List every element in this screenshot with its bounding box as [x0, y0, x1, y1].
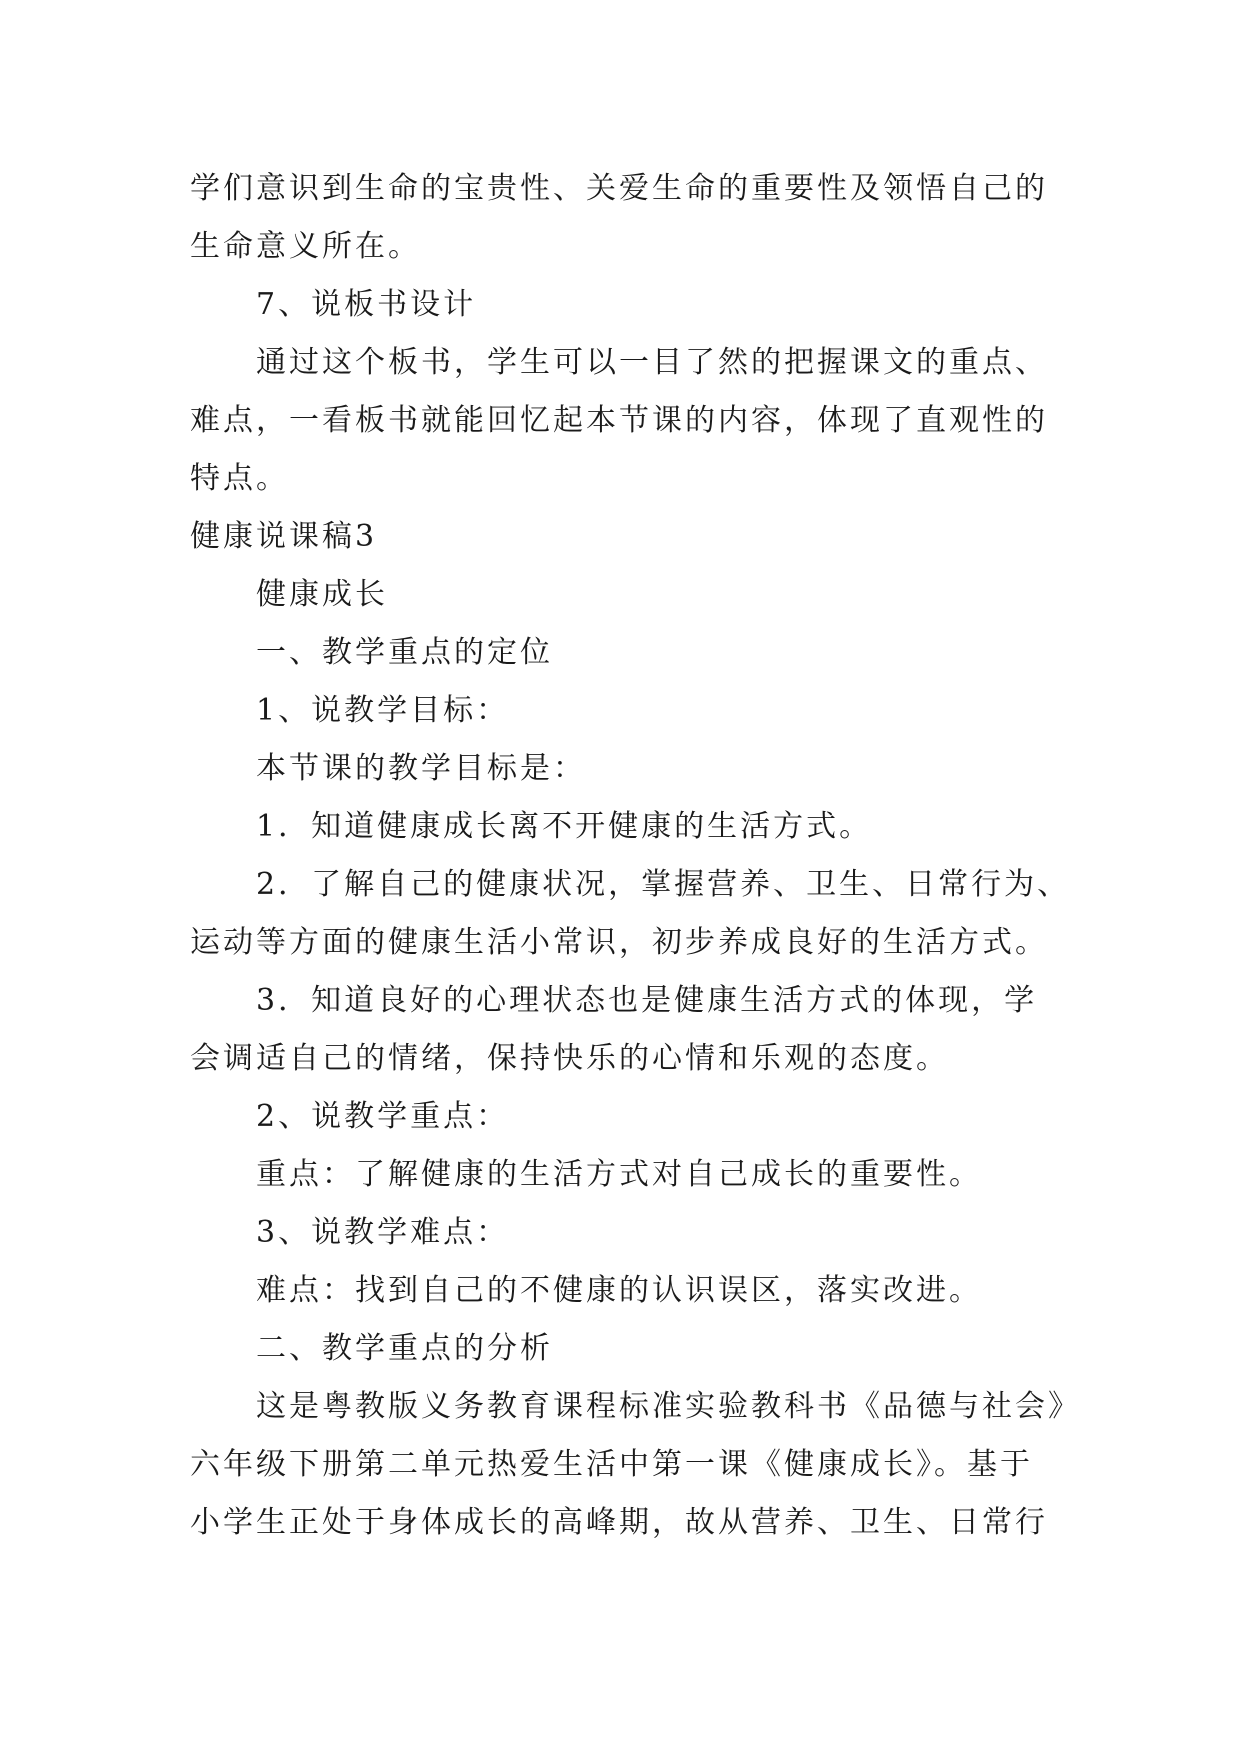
list-item: 2．了解自己的健康状况，掌握营养、卫生、日常行为、	[256, 867, 1071, 902]
document-body	[190, 160, 1081, 1552]
text-line: 运动等方面的健康生活小常识，初步养成良好的生活方式。	[190, 925, 1048, 960]
text-line: 会调适自己的情绪，保持快乐的心情和乐观的态度。	[190, 1041, 949, 1076]
subsection-heading: 1、说教学目标：	[256, 693, 510, 728]
subsection-heading: 2、说教学重点：	[256, 1099, 510, 1134]
text-line: 六年级下册第二单元热爱生活中第一课《健康成长》。基于	[190, 1447, 1033, 1482]
paragraph-start: 难点：找到自己的不健康的认识误区，落实改进。	[256, 1273, 982, 1308]
section-heading: 二、教学重点的分析	[256, 1331, 553, 1366]
paragraph-start: 本节课的教学目标是：	[256, 751, 586, 786]
section-heading: 7、说板书设计	[256, 287, 477, 322]
text-line: 特点。	[190, 461, 289, 496]
document-title: 健康说课稿3	[190, 519, 378, 554]
section-heading: 一、教学重点的定位	[256, 635, 553, 670]
list-item: 3．知道良好的心理状态也是健康生活方式的体现，学	[256, 983, 1038, 1018]
list-item: 1．知道健康成长离不开健康的生活方式。	[256, 809, 873, 844]
text-line: 学们意识到生命的宝贵性、关爱生命的重要性及领悟自己的	[190, 171, 1048, 206]
paragraph-start: 这是粤教版义务教育课程标准实验教科书《品德与社会》	[256, 1389, 1081, 1424]
text-line: 生命意义所在。	[190, 229, 421, 264]
text-line: 小学生正处于身体成长的高峰期，故从营养、卫生、日常行	[190, 1505, 1048, 1540]
text-line: 难点，一看板书就能回忆起本节课的内容，体现了直观性的	[190, 403, 1048, 438]
paragraph-start: 重点：了解健康的生活方式对自己成长的重要性。	[256, 1157, 982, 1192]
lesson-title: 健康成长	[256, 577, 388, 612]
paragraph-start: 通过这个板书，学生可以一目了然的把握课文的重点、	[256, 345, 1048, 380]
subsection-heading: 3、说教学难点：	[256, 1215, 510, 1250]
